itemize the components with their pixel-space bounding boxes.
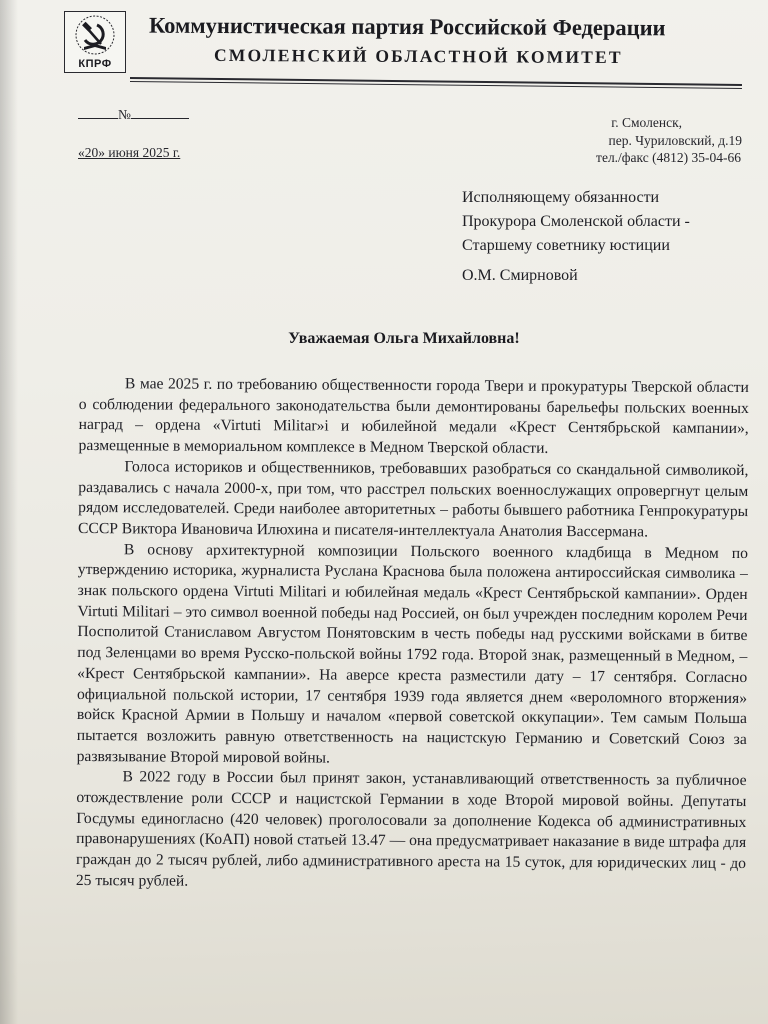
recipient-block — [462, 186, 690, 258]
number-value-blank — [131, 106, 189, 119]
recipient-line: Исполняющему обязанности — [462, 189, 660, 206]
document-date — [78, 145, 180, 161]
address-street: пер. Чуриловский, д.19 — [608, 133, 742, 148]
address-phone: тел./факс (4812) 35-04-66 — [596, 150, 741, 165]
recipient-line: Старшему советнику юстиции — [462, 237, 670, 254]
greeting: Уважаемая Ольга Михайловна! — [288, 330, 520, 347]
date-text: «20» июня 2025 г. — [78, 145, 181, 160]
body-paragraph: Голоса историков и общественников, требовавших разобраться со скандальной символикой, раздавались с начала 2000-х, при том, что расстрел польских военнослужащих опровергнут целым рядом исследователей. Среди наиболее авторитетных – работы бывшего работника Генпрокуратуры СССР Виктора Ивановича Илюхина и писателя-интеллектуала Анатолия Вассермана. — [78, 458, 749, 541]
recipient-line: Прокурора Смоленской области - — [462, 213, 690, 230]
party-name-heading: Коммунистическая партия Российской Федерации — [148, 12, 666, 41]
logo-text: КПРФ — [78, 58, 112, 70]
body-paragraph: В 2022 году в России был принят закон, устанавливающий ответственность за публичное отождествление роли СССР и нацистской Германии в ходе Второй мировой войны. Депутаты Госдумы единогласно (420 человек) проголосовали за дополнение Кодекса об административных правонарушениях (КоАП) новой статьей 13.47 — она предусматривает наказание в виде штрафа для граждан до 2 тысяч рублей, либо административного ареста на 15 суток, для юридических лиц - до 25 тысяч рублей. — [75, 768, 747, 890]
recipient-name: О.М. Смирновой — [462, 267, 578, 284]
number-label: № — [118, 107, 131, 122]
letter-body — [76, 374, 749, 896]
address-city: г. Смоленск, — [611, 115, 682, 130]
page-edge-shadow — [0, 0, 18, 1024]
body-paragraph: В мае 2025 г. по требованию общественности города Твери и прокуратуры Тверской области о соблюдении федерального законодательства были демонтированы барельефы польских военных наград – ордена «Virtuti Militar»i и юбилейной медали «Крест Сентябрьской кампании», размещенные в мемориальном комплексе в Медном Тверской области. — [78, 375, 749, 457]
committee-heading: СМОЛЕНСКИЙ ОБЛАСТНОЙ КОМИТЕТ — [213, 44, 623, 68]
body-paragraph: В основу архитектурной композиции Польского военного кладбища в Медном по утверждению историка, журналиста Руслана Краснова была положена антироссийская символика –знак польского ордена Virtuti Militari и юбилейная медаль «Крест Сентябрьской кампании». Орден Virtuti Militari – это символ военной победы над Россией, он был учрежден последним королем Речи Посполитой Станиславом Августом Понятовским в честь победы над русскими войсками в битве под Зеленцами во время Русско-польской войны 1792 года. Второй знак, размещенный в Медном, – «Крест Сентябрьской кампании». На аверсе креста разместили дату – 17 сентября. Согласно официальной польской истории, 17 сентября 1939 года является днем «вероломного вторжения» войск Красной Армии в Польшу и началом «первой советской оккупации». Тем самым Польша пытается возложить равную ответственность на нацистскую Германию и Советский Союз за развязывание Второй мировой войны. — [76, 540, 748, 767]
number-prefix-blank — [78, 106, 118, 119]
party-logo — [64, 11, 126, 73]
hammer-sickle-book-icon — [67, 14, 123, 58]
document-number — [78, 106, 189, 123]
